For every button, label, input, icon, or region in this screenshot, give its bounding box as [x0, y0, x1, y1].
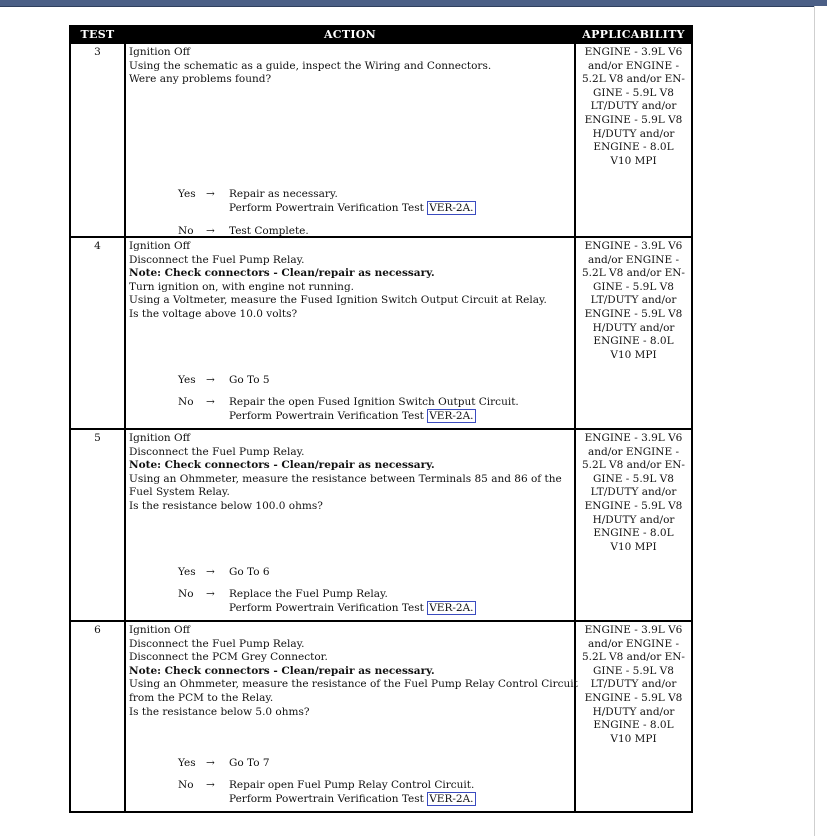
no-label: No: [178, 779, 194, 791]
applicability-line: 5.2L V8 and/or EN-: [582, 651, 685, 664]
yes-branch: [178, 374, 270, 388]
applicability-line: and/or ENGINE -: [587, 637, 680, 650]
applicability-cell: [575, 429, 692, 621]
applicability-line: H/DUTY and/or: [592, 705, 675, 718]
applicability-line: GINE - 5.9L V8: [593, 280, 674, 293]
arrow-right-icon: →: [206, 588, 215, 600]
step-text: from the PCM to the Relay.: [129, 691, 274, 704]
ver-2a-link[interactable]: VER-2A.: [429, 409, 474, 422]
step-text: Were any problems found?: [129, 73, 272, 86]
action-cell: [125, 429, 575, 621]
arrow-right-icon: →: [206, 374, 215, 386]
applicability-line: ENGINE - 8.0L: [593, 527, 674, 540]
step-text: Turn ignition on, with engine not running.: [129, 280, 355, 293]
applicability-line: V10 MPI: [610, 348, 657, 361]
table-row: [70, 621, 692, 812]
note-text: Note: Check connectors - Clean/repair as necessary.: [129, 459, 435, 472]
yes-label: Yes: [178, 757, 196, 769]
action-cell: [125, 43, 575, 237]
step-text: Disconnect the Fuel Pump Relay.: [129, 637, 305, 650]
applicability-line: ENGINE - 5.9L V8: [584, 691, 683, 704]
applicability-line: 5.2L V8 and/or EN-: [582, 267, 685, 280]
yes-branch: [178, 757, 270, 771]
applicability-line: ENGINE - 3.9L V6: [584, 240, 683, 252]
applicability-line: V10 MPI: [610, 154, 657, 167]
applicability-line: ENGINE - 3.9L V6: [584, 624, 683, 636]
applicability-cell: [575, 621, 692, 812]
applicability-line: V10 MPI: [610, 540, 657, 553]
step-text: Fuel System Relay.: [129, 486, 230, 499]
window-title-bar: [0, 0, 827, 7]
applicability-line: H/DUTY and/or: [592, 513, 675, 526]
yes-result: Go To 6: [229, 566, 270, 578]
no-result: Repair open Fuel Pump Relay Control Circuit.: [229, 779, 475, 791]
applicability-line: ENGINE - 8.0L: [593, 335, 674, 348]
no-label: No: [178, 396, 194, 408]
applicability-line: ENGINE - 8.0L: [593, 719, 674, 732]
header-test: TEST: [70, 26, 125, 43]
applicability-line: LT/DUTY and/or: [590, 100, 677, 113]
applicability-line: and/or ENGINE -: [587, 253, 680, 266]
yes-result: Go To 7: [229, 757, 270, 769]
step-text: Is the voltage above 10.0 volts?: [129, 307, 298, 320]
table-header-row: [70, 26, 692, 43]
step-text: Ignition Off: [129, 240, 191, 252]
step-text: Ignition Off: [129, 46, 191, 58]
step-text: Disconnect the PCM Grey Connector.: [129, 651, 328, 664]
applicability-line: V10 MPI: [610, 732, 657, 745]
ver-2a-link[interactable]: VER-2A.: [429, 601, 474, 614]
yes-label: Yes: [178, 374, 196, 386]
applicability-line: ENGINE - 8.0L: [593, 141, 674, 154]
applicability-line: 5.2L V8 and/or EN-: [582, 73, 685, 86]
ver-2a-link[interactable]: VER-2A.: [429, 792, 474, 805]
arrow-right-icon: →: [206, 396, 215, 408]
table-row: [70, 43, 692, 237]
action-cell: [125, 621, 578, 812]
applicability-line: ENGINE - 5.9L V8: [584, 113, 683, 126]
no-branch: [178, 588, 476, 615]
vertical-scrollbar[interactable]: [814, 6, 827, 836]
note-text: Note: Check connectors - Clean/repair as necessary.: [129, 664, 435, 677]
header-applicability: APPLICABILITY: [575, 26, 692, 43]
applicability-line: ENGINE - 3.9L V6: [584, 46, 683, 58]
applicability-line: GINE - 5.9L V8: [593, 472, 674, 485]
no-result: Repair the open Fused Ignition Switch Output Circuit.: [229, 396, 519, 408]
no-branch: [178, 779, 476, 806]
test-number: 5: [70, 429, 125, 621]
verification-text: Perform Powertrain Verification Test: [229, 601, 424, 614]
verification-text: Perform Powertrain Verification Test: [229, 201, 424, 214]
test-number: 6: [70, 621, 125, 812]
step-text: Disconnect the Fuel Pump Relay.: [129, 445, 305, 458]
yes-result: Go To 5: [229, 374, 270, 386]
no-label: No: [178, 588, 194, 600]
yes-branch: [178, 566, 270, 580]
verification-text: Perform Powertrain Verification Test: [229, 409, 424, 422]
step-text: Disconnect the Fuel Pump Relay.: [129, 253, 305, 266]
applicability-line: ENGINE - 3.9L V6: [584, 432, 683, 444]
applicability-line: ENGINE - 5.9L V8: [584, 307, 683, 320]
applicability-line: and/or ENGINE -: [587, 445, 680, 458]
yes-result: Repair as necessary.: [229, 188, 338, 200]
step-text: Using the schematic as a guide, inspect the Wiring and Connectors.: [129, 59, 492, 72]
no-label: No: [178, 225, 194, 237]
yes-label: Yes: [178, 188, 196, 200]
no-branch: [178, 396, 519, 423]
applicability-line: 5.2L V8 and/or EN-: [582, 459, 685, 472]
test-number: 3: [70, 43, 125, 237]
verification-text: Perform Powertrain Verification Test: [229, 792, 424, 805]
applicability-line: LT/DUTY and/or: [590, 678, 677, 691]
applicability-line: ENGINE - 5.9L V8: [584, 499, 683, 512]
table-row: [70, 429, 692, 621]
yes-label: Yes: [178, 566, 196, 578]
header-action: ACTION: [125, 26, 575, 43]
arrow-right-icon: →: [206, 188, 215, 200]
ver-2a-link[interactable]: VER-2A.: [429, 201, 474, 214]
step-text: Is the resistance below 5.0 ohms?: [129, 705, 310, 718]
step-text: Ignition Off: [129, 432, 191, 444]
yes-branch: [178, 188, 476, 215]
step-text: Is the resistance below 100.0 ohms?: [129, 499, 323, 512]
arrow-right-icon: →: [206, 757, 215, 769]
applicability-line: GINE - 5.9L V8: [593, 664, 674, 677]
table-row: [70, 237, 692, 429]
applicability-line: LT/DUTY and/or: [590, 294, 677, 307]
applicability-line: H/DUTY and/or: [592, 127, 675, 140]
step-text: Using a Voltmeter, measure the Fused Ignition Switch Output Circuit at Relay.: [129, 294, 547, 307]
diagnostic-test-table: [69, 25, 693, 813]
applicability-line: LT/DUTY and/or: [590, 486, 677, 499]
arrow-right-icon: →: [206, 566, 215, 578]
arrow-right-icon: →: [206, 225, 215, 237]
applicability-cell: [575, 237, 692, 429]
note-text: Note: Check connectors - Clean/repair as necessary.: [129, 267, 435, 280]
step-text: Using an Ohmmeter, measure the resistance of the Fuel Pump Relay Control Circuit: [129, 678, 578, 691]
arrow-right-icon: →: [206, 779, 215, 791]
applicability-cell: [575, 43, 692, 237]
action-cell: [125, 237, 575, 429]
applicability-line: H/DUTY and/or: [592, 321, 675, 334]
test-number: 4: [70, 237, 125, 429]
step-text: Ignition Off: [129, 624, 191, 636]
applicability-line: GINE - 5.9L V8: [593, 86, 674, 99]
step-text: Using an Ohmmeter, measure the resistance between Terminals 85 and 86 of the: [129, 472, 562, 485]
no-result: Replace the Fuel Pump Relay.: [229, 588, 388, 600]
no-result: Test Complete.: [229, 225, 309, 237]
applicability-line: and/or ENGINE -: [587, 59, 680, 72]
